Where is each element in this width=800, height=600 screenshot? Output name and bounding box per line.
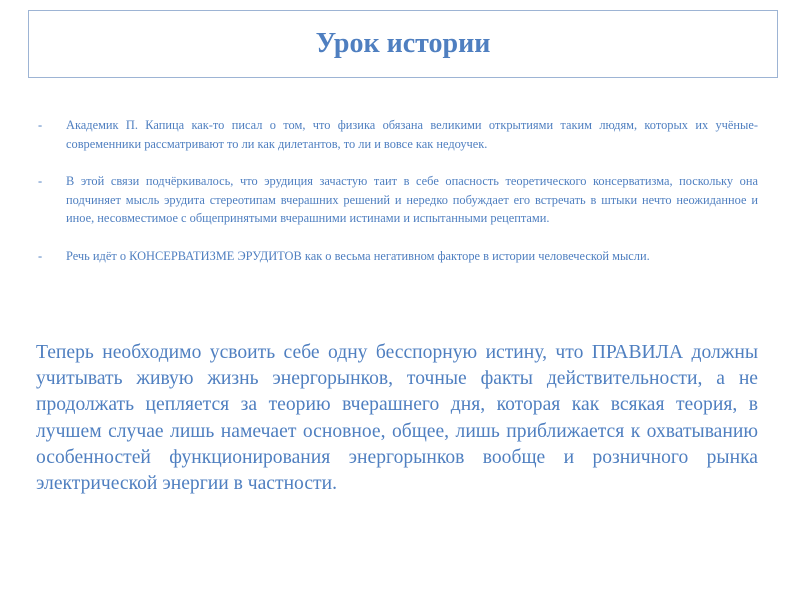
bullet-list [38,116,758,284]
bullet-marker: - [38,174,43,188]
bullet-marker: - [38,118,43,132]
bullet-item [38,172,758,228]
bullet-text: В этой связи подчёркивалось, что эрудиция зачастую таит в себе опасность теоретического консерватизма, поскольку она подчиняет мысль эрудита стереотипам вчерашних решений и нередко побуждает его встречать в штыки нечто неожиданное и иное, несовместимое с общепринятыми вчерашними истинами и испытанными рецептами. [66,174,758,225]
bullet-marker: - [38,248,43,263]
slide-title: Урок истории [315,28,491,59]
bullet-item [38,116,758,153]
bullet-text: Академик П. Капица как-то писал о том, что физика обязана великими открытиями таким людям, которых их учёные-современники рассматривают то ли как дилетантов, то ли и вовсе как недоучек. [66,118,758,151]
bullet-text: Речь идёт о КОНСЕРВАТИЗМЕ ЭРУДИТОВ как о весьма негативном факторе в истории человеческой мысли. [66,248,650,263]
main-paragraph: Теперь необходимо усвоить себе одну бесспорную истину, что ПРАВИЛА должны учитывать живую жизнь энергорынков, точные факты действительности, а не продолжать цепляется за теорию вчерашнего дня, которая как всякая теория, в лучшем случае лишь намечает основное, общее, лишь приближается к охватыванию особенностей функционирования энергорынков вообще и розничного рынка электрической энергии в частности. [36,342,758,495]
title-box [28,10,778,78]
bullet-item [38,247,758,266]
